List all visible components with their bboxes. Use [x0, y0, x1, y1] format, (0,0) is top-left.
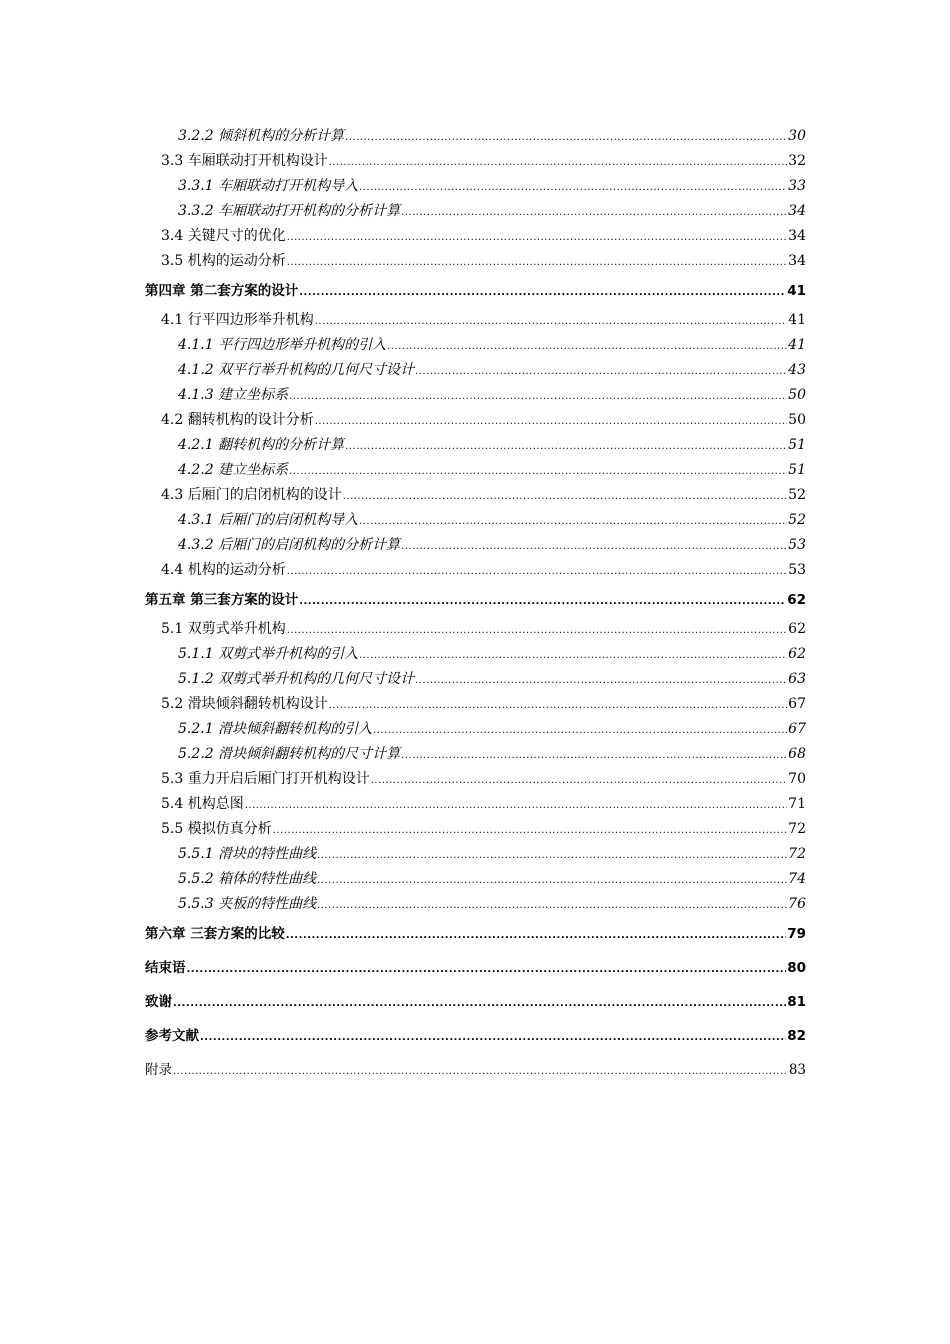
toc-dot-leader	[173, 1055, 788, 1089]
toc-entry-title: 第四章 第二套方案的设计	[145, 283, 299, 299]
toc-entry-title: 3.4 关键尺寸的优化	[161, 228, 286, 244]
toc-dot-leader	[329, 150, 787, 175]
toc-dot-leader	[287, 559, 787, 584]
toc-entry[interactable]	[145, 617, 806, 642]
toc-entry-title: 第六章 三套方案的比较	[145, 926, 285, 942]
toc-entry-page: 41	[787, 283, 806, 299]
toc-entry-page: 43	[788, 362, 806, 378]
toc-dot-leader	[287, 225, 787, 250]
toc-dot-leader	[371, 768, 787, 793]
toc-dot-leader	[287, 250, 787, 275]
toc-entry-title: 5.3 重力开启后厢门打开机构设计	[161, 771, 370, 787]
toc-entry-title: 4.3.1 后厢门的启闭机构导入	[178, 512, 359, 528]
toc-entry-page: 34	[788, 253, 806, 269]
toc-dot-leader	[415, 359, 787, 384]
toc-entry-page: 53	[788, 537, 806, 553]
toc-entry-page: 34	[788, 203, 806, 219]
toc-entry[interactable]	[145, 483, 806, 508]
toc-entry-page: 62	[788, 646, 806, 662]
toc-entry[interactable]	[145, 642, 806, 667]
toc-entry[interactable]	[145, 224, 806, 249]
toc-entry[interactable]	[145, 508, 806, 533]
toc-entry-page: 53	[788, 562, 806, 578]
toc-entry-title: 5.1.1 双剪式举升机构的引入	[178, 646, 359, 662]
toc-entry-page: 50	[788, 412, 806, 428]
toc-entry-page: 50	[788, 387, 806, 403]
toc-entry[interactable]	[145, 149, 806, 174]
toc-entry[interactable]	[145, 249, 806, 274]
toc-entry[interactable]	[145, 842, 806, 867]
toc-entry-title: 3.5 机构的运动分析	[161, 253, 286, 269]
toc-entry[interactable]	[145, 742, 806, 767]
toc-entry-page: 80	[787, 960, 806, 976]
toc-dot-leader	[401, 200, 787, 225]
toc-entry-page: 67	[788, 721, 806, 737]
toc-dot-leader	[343, 484, 787, 509]
toc-entry[interactable]	[145, 308, 806, 333]
toc-entry-title: 5.5.1 滑块的特性曲线	[178, 846, 317, 862]
toc-dot-leader	[187, 953, 787, 987]
toc-entry-page: 34	[788, 228, 806, 244]
toc-entry-page: 63	[788, 671, 806, 687]
toc-entry[interactable]	[145, 985, 806, 1019]
toc-dot-leader	[345, 125, 787, 150]
toc-entry[interactable]	[145, 692, 806, 717]
toc-dot-leader	[299, 276, 786, 310]
toc-entry-title: 4.1.2 双平行举升机构的几何尺寸设计	[178, 362, 415, 378]
toc-entry[interactable]	[145, 667, 806, 692]
toc-dot-leader	[317, 868, 787, 893]
toc-entry[interactable]	[145, 817, 806, 842]
toc-entry-title: 致谢	[145, 994, 172, 1010]
toc-entry-page: 82	[787, 1028, 806, 1044]
toc-entry-page: 83	[788, 1062, 806, 1078]
toc-entry[interactable]	[145, 174, 806, 199]
toc-entry[interactable]	[145, 558, 806, 583]
toc-entry-title: 附录	[145, 1062, 172, 1078]
toc-dot-leader	[387, 334, 787, 359]
toc-entry-title: 3.3 车厢联动打开机构设计	[161, 153, 328, 169]
toc-entry[interactable]	[145, 583, 806, 617]
toc-dot-leader	[359, 175, 787, 200]
toc-entry-title: 4.3.2 后厢门的启闭机构的分析计算	[178, 537, 401, 553]
toc-entry-page: 52	[788, 512, 806, 528]
toc-entry-title: 5.5.2 箱体的特性曲线	[178, 871, 317, 887]
toc-entry-title: 参考文献	[145, 1028, 199, 1044]
toc-entry-title: 4.4 机构的运动分析	[161, 562, 286, 578]
toc-dot-leader	[245, 793, 787, 818]
toc-entry[interactable]	[145, 533, 806, 558]
toc-entry-page: 72	[788, 846, 806, 862]
toc-dot-leader	[286, 919, 787, 953]
toc-entry-page: 52	[788, 487, 806, 503]
toc-entry-page: 62	[788, 621, 806, 637]
toc-entry-page: 79	[787, 926, 806, 942]
toc-dot-leader	[173, 987, 786, 1021]
toc-entry-title: 5.5 模拟仿真分析	[161, 821, 272, 837]
toc-dot-leader	[401, 743, 787, 768]
toc-dot-leader	[315, 309, 787, 334]
toc-entry[interactable]	[145, 867, 806, 892]
toc-dot-leader	[373, 718, 787, 743]
toc-entry-title: 3.2.2 倾斜机构的分析计算	[178, 128, 345, 144]
toc-dot-leader	[345, 434, 787, 459]
toc-entry[interactable]	[145, 1019, 806, 1053]
toc-entry[interactable]	[145, 1053, 806, 1087]
toc-entry-page: 70	[788, 771, 806, 787]
toc-entry-title: 3.3.1 车厢联动打开机构导入	[178, 178, 359, 194]
toc-dot-leader	[299, 585, 786, 619]
toc-entry-title: 5.4 机构总图	[161, 796, 244, 812]
toc-entry-page: 68	[788, 746, 806, 762]
toc-dot-leader	[289, 384, 787, 409]
toc-entry[interactable]	[145, 274, 806, 308]
toc-entry[interactable]	[145, 767, 806, 792]
toc-entry-page: 33	[788, 178, 806, 194]
toc-dot-leader	[287, 618, 787, 643]
toc-entry-page: 74	[788, 871, 806, 887]
toc-entry[interactable]	[145, 199, 806, 224]
toc-entry[interactable]	[145, 792, 806, 817]
toc-entry[interactable]	[145, 892, 806, 917]
toc-entry-title: 5.1 双剪式举升机构	[161, 621, 286, 637]
toc-entry-title: 4.1.1 平行四边形举升机构的引入	[178, 337, 387, 353]
toc-entry[interactable]	[145, 333, 806, 358]
toc-entry[interactable]	[145, 408, 806, 433]
toc-dot-leader	[200, 1021, 786, 1055]
toc-dot-leader	[273, 818, 787, 843]
toc-entry-page: 51	[788, 437, 806, 453]
toc-dot-leader	[329, 693, 787, 718]
toc-dot-leader	[317, 843, 787, 868]
toc-dot-leader	[317, 893, 787, 918]
toc-entry-title: 5.5.3 夹板的特性曲线	[178, 896, 317, 912]
toc-dot-leader	[315, 409, 787, 434]
toc-entry[interactable]	[145, 124, 806, 149]
toc-dot-leader	[359, 509, 787, 534]
toc-entry-title: 4.1 行平四边形举升机构	[161, 312, 314, 328]
table-of-contents	[145, 124, 806, 1087]
toc-entry-title: 4.2.2 建立坐标系	[178, 462, 289, 478]
toc-entry-page: 32	[788, 153, 806, 169]
toc-entry-title: 第五章 第三套方案的设计	[145, 592, 299, 608]
toc-entry-title: 5.1.2 双剪式举升机构的几何尺寸设计	[178, 671, 415, 687]
toc-entry-title: 5.2.1 滑块倾斜翻转机构的引入	[178, 721, 373, 737]
toc-entry-page: 62	[787, 592, 806, 608]
toc-entry[interactable]	[145, 951, 806, 985]
toc-dot-leader	[415, 668, 787, 693]
toc-entry[interactable]	[145, 383, 806, 408]
toc-entry-title: 4.1.3 建立坐标系	[178, 387, 289, 403]
toc-entry-page: 41	[788, 337, 806, 353]
toc-entry[interactable]	[145, 717, 806, 742]
toc-entry-page: 76	[788, 896, 806, 912]
toc-entry[interactable]	[145, 358, 806, 383]
toc-entry-page: 72	[788, 821, 806, 837]
toc-entry-page: 41	[788, 312, 806, 328]
toc-entry-title: 结束语	[145, 960, 186, 976]
toc-entry-title: 4.3 后厢门的启闭机构的设计	[161, 487, 342, 503]
toc-entry-page: 67	[788, 696, 806, 712]
toc-entry-page: 51	[788, 462, 806, 478]
toc-dot-leader	[401, 534, 787, 559]
toc-entry-title: 3.3.2 车厢联动打开机构的分析计算	[178, 203, 401, 219]
toc-entry-page: 81	[787, 994, 806, 1010]
toc-entry-title: 5.2.2 滑块倾斜翻转机构的尺寸计算	[178, 746, 401, 762]
toc-entry[interactable]	[145, 917, 806, 951]
toc-entry-title: 4.2 翻转机构的设计分析	[161, 412, 314, 428]
toc-entry-title: 5.2 滑块倾斜翻转机构设计	[161, 696, 328, 712]
toc-entry-title: 4.2.1 翻转机构的分析计算	[178, 437, 345, 453]
toc-dot-leader	[359, 643, 787, 668]
toc-dot-leader	[289, 459, 787, 484]
toc-entry-page: 30	[788, 128, 806, 144]
toc-entry[interactable]	[145, 458, 806, 483]
toc-entry[interactable]	[145, 433, 806, 458]
toc-entry-page: 71	[788, 796, 806, 812]
